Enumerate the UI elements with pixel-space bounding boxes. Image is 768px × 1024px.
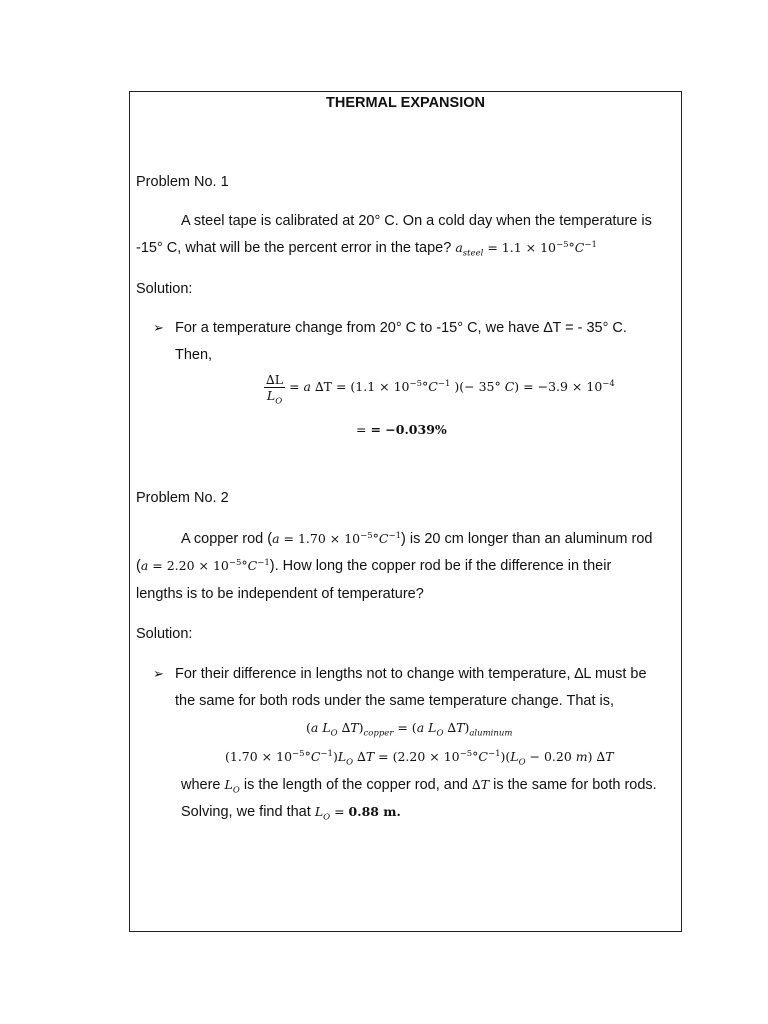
problem2-statement-line2: $(a = 2.20 \times 10^{-5}^\circ C^{-1})$. How long the copper rod be if the difference in their — [136, 557, 612, 574]
problem2-equation-1: (a $L_O$ $\Delta T)_{copper} = (a$ $L_O$ $\Delta T)_{aluminum}$ — [306, 720, 513, 739]
problem2-answer: 0.88 m. — [348, 804, 401, 819]
problem1-statement-text: -15° C, what will be the percent error in the tape? — [136, 240, 452, 256]
alpha-copper-expression: $a = 1.70 \times 10^{-5}^\circ C^{-1}$ — [272, 530, 402, 546]
problem2-statement-line1: A copper rod $(a = 1.70 \times 10^{-5}^\circ C^{-1})$ is 20 cm longer than an aluminum rod — [181, 530, 653, 547]
problem1-result: = = −0.039% — [356, 422, 447, 437]
problem1-statement-line1: A steel tape is calibrated at 20° C. On a cold day when the temperature is — [181, 213, 652, 229]
problem1-bullet-line2: Then, — [175, 347, 213, 363]
problem2-where-line: where $L_O$ is the length of the copper rod, and ∆T is the same for both rods. — [181, 777, 657, 796]
document-frame — [129, 91, 682, 932]
alpha-aluminum-expression: $a = 2.20 \times 10^{-5}^\circ C^{-1}$ — [140, 557, 270, 573]
problem2-bullet-line2: the same for both rods under the same temperature change. That is, — [175, 693, 615, 709]
delta-l-over-lo-fraction: $\frac{\Delta L}{L_O}$ — [266, 372, 284, 407]
problem1-bullet-line1: For a temperature change from 20° C to -15° C, we have ∆T = - 35° C. — [175, 320, 627, 336]
bullet-arrow-icon: ➢ — [153, 320, 164, 335]
problem1-statement-line2 — [136, 239, 597, 259]
bullet-arrow-icon: ➢ — [153, 666, 164, 681]
problem1-heading: Problem No. 1 — [136, 174, 229, 190]
problem2-equation-2: $(1.70 \times 10^{-5}^\circ C^{-1})L_O$ $\Delta T = (2.20 \times 10^{-5}^\circ C^{-1})(L_O - 0.20$ m) ∆T — [225, 748, 614, 768]
problem2-bullet-line1: For their difference in lengths not to change with temperature, ∆L must be — [175, 666, 647, 682]
problem2-answer-line: Solving, we find that $L_O = 0.88$ m. — [181, 804, 401, 823]
problem2-solution-label: Solution: — [136, 626, 193, 642]
problem2-heading: Problem No. 2 — [136, 490, 229, 506]
page-title: THERMAL EXPANSION — [326, 95, 485, 111]
problem1-solution-label: Solution: — [136, 281, 193, 297]
problem1-equation: $\frac{\Delta L}{L_O}$ = a $\Delta T = (1.1 \times 10^{-5}^\circ C^{-1}$ )(− 35° $C) = -3.9 \times 10^{-4}$ — [266, 372, 615, 407]
alpha-steel-expression: $a_{steel} = 1.1 \times 10^{-5}^\circ C^{-1}$ — [455, 239, 597, 259]
problem2-statement-line3: lengths is to be independent of temperature? — [136, 586, 424, 602]
